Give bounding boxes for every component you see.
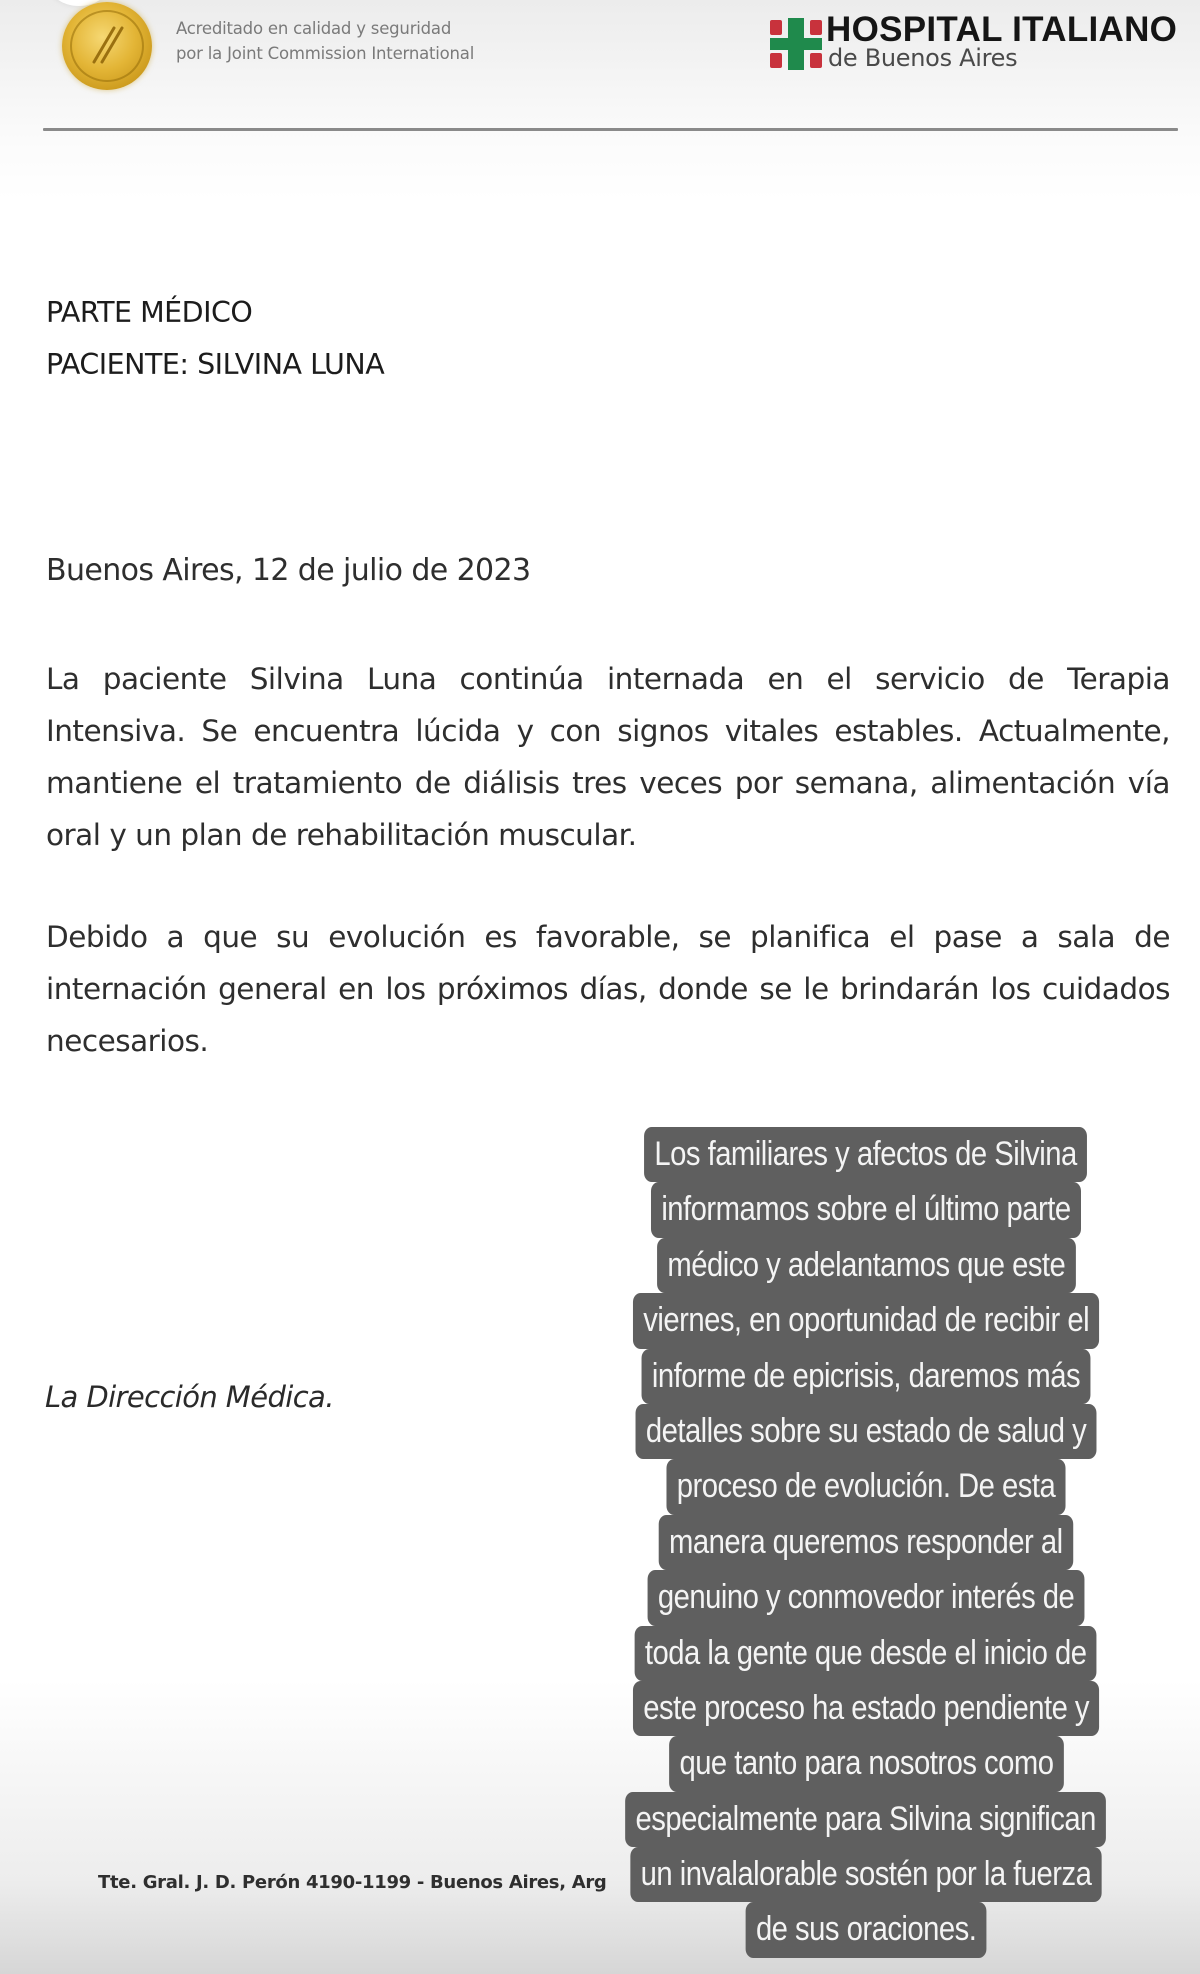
overlay-line: detalles sobre su estado de salud y — [636, 1404, 1097, 1459]
overlay-line: un invalalorable sostén por la fuerza — [630, 1847, 1101, 1902]
story-text-overlay — [586, 1127, 1146, 1958]
signature: La Dirección Médica. — [45, 1380, 334, 1414]
overlay-line: informe de epicrisis, daremos más — [642, 1349, 1091, 1404]
document-title: PARTE MÉDICO — [46, 296, 253, 329]
seal-emblem-icon — [88, 22, 128, 68]
paragraph-evolution: Debido a que su evolución es favorable, se planifica el pase a sala de internación general en los próximos días, donde se le brindarán los cuidados necesarios. — [46, 920, 1170, 1058]
overlay-line: manera queremos responder al — [659, 1515, 1073, 1570]
overlay-line: médico y adelantamos que este — [657, 1238, 1076, 1293]
overlay-line: especialmente para Silvina significan — [625, 1792, 1106, 1847]
header-divider — [43, 128, 1178, 131]
hospital-logo-icon — [770, 18, 822, 70]
accreditation-text-line-2: por la Joint Commission International — [176, 44, 475, 63]
overlay-line: de sus oraciones. — [745, 1902, 986, 1957]
overlay-line: proceso de evolución. De esta — [666, 1459, 1065, 1514]
overlay-line: que tanto para nosotros como — [669, 1736, 1064, 1791]
footer-address: Tte. Gral. J. D. Perón 4190-1199 - Buenos Aires, Arg — [98, 1872, 607, 1893]
overlay-line: Los familiares y afectos de Silvina — [644, 1127, 1087, 1182]
hospital-name: HOSPITAL ITALIANO — [826, 10, 1178, 49]
overlay-line: genuino y conmovedor interés de — [647, 1570, 1084, 1625]
patient-line: PACIENTE: SILVINA LUNA — [46, 348, 385, 381]
document-date: Buenos Aires, 12 de julio de 2023 — [46, 553, 531, 588]
paragraph-status: La paciente Silvina Luna continúa internada en el servicio de Terapia Intensiva. Se encuentra lúcida y con signos vitales estables. Actualmente, mantiene el tratamiento de diálisis tres veces por semana, alimentación vía oral y un plan de rehabilitación muscular. — [46, 662, 1170, 852]
accreditation-text-line-1: Acreditado en calidad y seguridad — [176, 19, 452, 38]
overlay-line: viernes, en oportunidad de recibir el — [633, 1293, 1099, 1348]
overlay-line: este proceso ha estado pendiente y — [633, 1681, 1099, 1736]
overlay-line: informamos sobre el último parte — [651, 1182, 1081, 1237]
hospital-subtitle: de Buenos Aires — [828, 44, 1018, 72]
overlay-line: toda la gente que desde el inicio de — [635, 1626, 1097, 1681]
